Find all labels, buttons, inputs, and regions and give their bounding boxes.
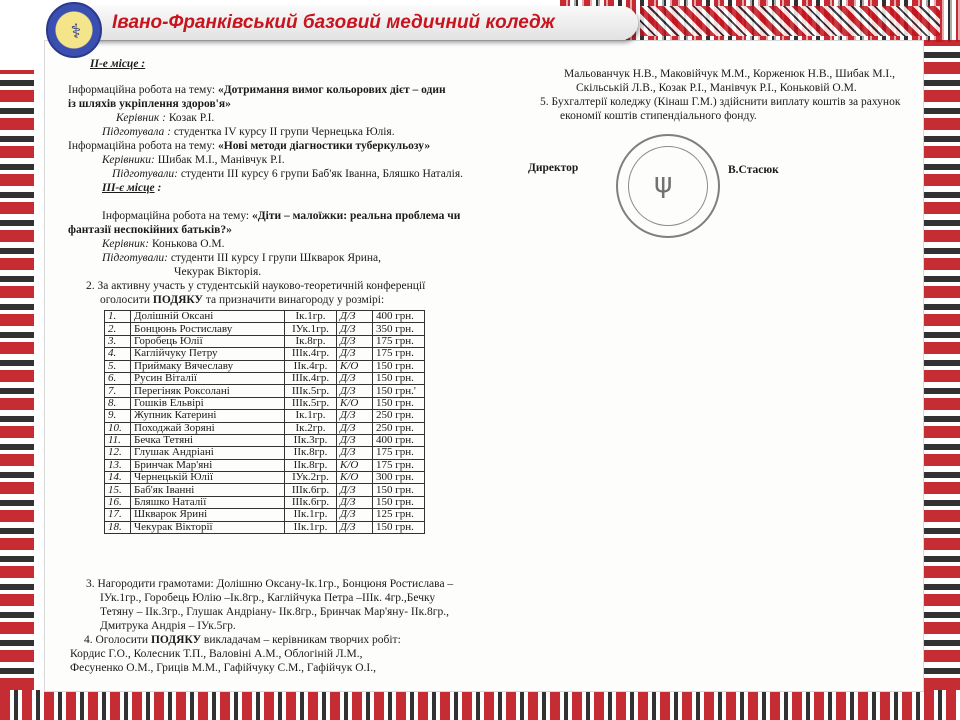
fund-source: Д/З <box>337 521 373 533</box>
supervisor-value: Козак Р.І. <box>165 112 215 124</box>
student-group: ІІк.1гр. <box>285 509 337 521</box>
student-name: Бечка Тетяні <box>131 434 285 446</box>
place3-heading-colon: : <box>154 182 162 194</box>
item2-line1: 2. За активну участь у студентській науково-теоретичній конференції <box>86 280 426 292</box>
item4-line3: Фесуненко О.М., Гриців М.М., Гафійчуку С.М., Гафійчук О.І., <box>70 662 376 674</box>
award-amount: 125 грн. <box>373 509 425 521</box>
official-seal-icon <box>616 134 720 238</box>
fund-source: К/О <box>337 459 373 471</box>
item5-line1: 5. Бухгалтерії коледжу (Кінаш Г.М.) здійснити виплату коштів за рахунок <box>540 96 901 108</box>
table-row <box>105 410 425 422</box>
student-group: ІІІк.4гр. <box>285 348 337 360</box>
row-number: 18. <box>105 521 131 533</box>
row-number: 7. <box>105 385 131 397</box>
student-name: Гошків Ельвірі <box>131 397 285 409</box>
student-name: Приймаку Вячеславу <box>131 360 285 372</box>
row-number: 6. <box>105 372 131 384</box>
caduceus-icon: ⚕ <box>70 19 82 43</box>
item2-post: та призначити винагороду у розмірі: <box>202 294 385 306</box>
work3-topic-line1 <box>102 210 460 223</box>
embroidery-border-top-pattern <box>640 6 940 36</box>
student-group: Ік.1гр. <box>285 311 337 323</box>
director-name: В.Стасюк <box>728 164 779 176</box>
student-group: Ік.8гр. <box>285 335 337 347</box>
table-row <box>105 311 425 323</box>
work2-prepared <box>112 168 463 181</box>
row-number: 15. <box>105 484 131 496</box>
student-name: Баб'як Іванні <box>131 484 285 496</box>
fund-source: Д/З <box>337 372 373 384</box>
student-name: Чернецькій Юлії <box>131 472 285 484</box>
work3-supervisor <box>102 238 224 251</box>
work3-prepared-line2: Чекурак Вікторія. <box>174 266 262 278</box>
award-amount: 150 грн. <box>373 484 425 496</box>
table-row <box>105 459 425 471</box>
student-name: Чекурак Вікторії <box>131 521 285 533</box>
row-number: 9. <box>105 410 131 422</box>
row-number: 8. <box>105 397 131 409</box>
supervisor-label: Керівник: <box>102 238 150 250</box>
work2-supervisor <box>102 154 285 167</box>
student-group: ІІІк.5гр. <box>285 397 337 409</box>
place3-heading <box>102 182 161 195</box>
student-group: ІІІк.5гр. <box>285 385 337 397</box>
student-name: Глушак Андріані <box>131 447 285 459</box>
table-row <box>105 348 425 360</box>
award-amount: 150 грн. <box>373 397 425 409</box>
row-number: 3. <box>105 335 131 347</box>
row-number: 1. <box>105 311 131 323</box>
item4-thanks: ПОДЯКУ <box>150 634 202 646</box>
fund-source: Д/З <box>337 311 373 323</box>
fund-source: Д/З <box>337 434 373 446</box>
row-number: 16. <box>105 496 131 508</box>
student-name: Бонцюнь Ростиславу <box>131 323 285 335</box>
student-group: ІІІк.6гр. <box>285 484 337 496</box>
award-amount: 175 грн. <box>373 459 425 471</box>
row-number: 13. <box>105 459 131 471</box>
award-amount: 400 грн. <box>373 311 425 323</box>
place3-heading-text: ІІІ-є місце <box>102 182 155 194</box>
prepared-value: студенти III курсу 6 групи Баб'як Іванна, Бляшко Наталія. <box>177 168 464 180</box>
prepared-label: Підготували: <box>102 252 168 264</box>
table-row <box>105 323 425 335</box>
item5-line2: економії коштів стипендіального фонду. <box>560 110 757 122</box>
fund-source: Д/З <box>337 410 373 422</box>
table-row <box>105 422 425 434</box>
award-table <box>104 310 425 534</box>
item2-line2 <box>100 294 384 307</box>
student-group: ІУк.2гр. <box>285 472 337 484</box>
student-name: Долішній Оксані <box>131 311 285 323</box>
work3-intro: Інформаційна робота на тему: <box>102 210 253 222</box>
fund-source: К/О <box>337 397 373 409</box>
table-row <box>105 385 425 397</box>
header-banner <box>90 6 638 40</box>
work1-topic-line2: із шляхів укріплення здоров'я» <box>68 98 231 110</box>
fund-source: К/О <box>337 472 373 484</box>
supervisor-value: Конькова О.М. <box>149 238 225 250</box>
director-label: Директор <box>528 162 579 174</box>
row-number: 14. <box>105 472 131 484</box>
embroidery-border-left <box>0 70 34 690</box>
fund-source: Д/З <box>337 335 373 347</box>
fund-source: Д/З <box>337 509 373 521</box>
student-name: Жупник Катерині <box>131 410 285 422</box>
work2-topic-title: «Нові методи діагностики туберкульозу» <box>218 140 431 152</box>
right-line1: Мальованчук Н.В., Маковійчук М.М., Корженюк Н.В., Шибак М.І., <box>564 68 896 80</box>
student-name: Бляшко Наталії <box>131 496 285 508</box>
prepared-value: студентка IV курсу II групи Чернецька Юлія. <box>170 126 395 138</box>
student-name: Каглійчуку Петру <box>131 348 285 360</box>
award-amount: 150 грн. <box>373 496 425 508</box>
work1-topic: «Дотримання вимог кольорових дієт – один <box>218 84 446 96</box>
award-table-body <box>105 311 425 534</box>
table-row <box>105 472 425 484</box>
award-amount: 175 грн. <box>373 335 425 347</box>
prepared-value: студенти III курсу I групи Шкварок Ярина, <box>167 252 382 264</box>
student-group: ІІк.8гр. <box>285 459 337 471</box>
row-number: 4. <box>105 348 131 360</box>
award-amount: 350 грн. <box>373 323 425 335</box>
fund-source: Д/З <box>337 422 373 434</box>
award-amount: 150 грн. <box>373 360 425 372</box>
table-row <box>105 521 425 533</box>
table-row <box>105 434 425 446</box>
item4-pre: 4. Оголосити <box>84 634 151 646</box>
award-amount: 300 грн. <box>373 472 425 484</box>
supervisor-value: Шибак М.І., Манівчук Р.І. <box>154 154 285 166</box>
work2-topic <box>68 140 430 153</box>
student-name: Перегіняк Роксолані <box>131 385 285 397</box>
page-title: Івано-Франківський базовий медичний коледж <box>112 12 555 33</box>
work1-supervisor <box>116 112 214 125</box>
work1-topic-line1 <box>68 84 446 97</box>
supervisor-label: Керівник : <box>116 112 166 124</box>
item4-line2: Кордис Г.О., Колесник Т.П., Валовіні А.М., Облогіній Л.М., <box>70 648 363 660</box>
student-name: Шкварок Ярині <box>131 509 285 521</box>
fund-source: Д/З <box>337 385 373 397</box>
row-number: 17. <box>105 509 131 521</box>
award-amount: 175 грн. <box>373 348 425 360</box>
place2-heading: ІІ-е місце : <box>90 58 146 70</box>
item2-pre: оголосити <box>100 294 153 306</box>
student-group: ІУк.1гр. <box>285 323 337 335</box>
fund-source: Д/З <box>337 447 373 459</box>
work1-prepared <box>102 126 395 139</box>
trident-icon: ψ <box>654 166 673 199</box>
item3-line1: 3. Нагородити грамотами: Долішню Оксану-Ік.1гр., Бонцюня Ростислава – <box>86 578 454 590</box>
award-amount: 175 грн. <box>373 447 425 459</box>
fund-source: К/О <box>337 360 373 372</box>
student-group: ІІІк.6гр. <box>285 496 337 508</box>
embroidery-border-right <box>924 40 960 690</box>
right-line2: Скільській Л.В., Козак Р.І., Манівчук Р.І., Коньковій О.М. <box>576 82 857 94</box>
row-number: 5. <box>105 360 131 372</box>
work2-intro: Інформаційна робота на тему: <box>68 140 219 152</box>
student-group: ІІк.1гр. <box>285 521 337 533</box>
student-group: ІІІк.4гр. <box>285 372 337 384</box>
embroidery-border-bottom <box>0 690 960 720</box>
prepared-label: Підготувала : <box>102 126 171 138</box>
student-group: ІІк.4гр. <box>285 360 337 372</box>
item2-thanks: ПОДЯКУ <box>152 294 203 306</box>
row-number: 10. <box>105 422 131 434</box>
item4-post: викладачам – керівникам творчих робіт: <box>201 634 401 646</box>
item3-line4: Дмитрука Андрія – ІУк.5гр. <box>100 620 236 632</box>
supervisor-label: Керівники: <box>102 154 155 166</box>
table-row <box>105 496 425 508</box>
table-row <box>105 335 425 347</box>
award-amount: 150 грн. <box>373 521 425 533</box>
award-amount: 150 грн. <box>373 372 425 384</box>
table-row <box>105 360 425 372</box>
row-number: 2. <box>105 323 131 335</box>
table-row <box>105 372 425 384</box>
student-name: Горобець Юлії <box>131 335 285 347</box>
fund-source: Д/З <box>337 348 373 360</box>
student-group: Ік.2гр. <box>285 422 337 434</box>
award-amount: 250 грн. <box>373 422 425 434</box>
student-group: ІІк.8гр. <box>285 447 337 459</box>
fund-source: Д/З <box>337 484 373 496</box>
work3-prepared <box>102 252 381 265</box>
student-group: ІІк.3гр. <box>285 434 337 446</box>
table-row <box>105 484 425 496</box>
fund-source: Д/З <box>337 496 373 508</box>
work3-topic-line2: фантазії неспокійних батьків?» <box>68 224 232 236</box>
work3-topic: «Діти – малоїжки: реальна проблема чи <box>252 210 461 222</box>
award-amount: 150 грн.' <box>373 385 425 397</box>
item4-line1 <box>84 634 401 647</box>
award-amount: 400 грн. <box>373 434 425 446</box>
fund-source: Д/З <box>337 323 373 335</box>
table-row <box>105 397 425 409</box>
item3-line3: Тетяну – ІІк.3гр., Глушак Андріану- ІІк.8гр., Бринчак Мар'яну- ІІк.8гр., <box>100 606 449 618</box>
student-group: Ік.1гр. <box>285 410 337 422</box>
student-name: Русин Віталії <box>131 372 285 384</box>
table-row <box>105 509 425 521</box>
college-emblem-icon <box>46 2 102 58</box>
row-number: 11. <box>105 434 131 446</box>
row-number: 12. <box>105 447 131 459</box>
prepared-label: Підготували: <box>112 168 178 180</box>
student-name: Бринчак Мар'яні <box>131 459 285 471</box>
work1-intro: Інформаційна робота на тему: <box>68 84 219 96</box>
student-name: Походжай Зоряні <box>131 422 285 434</box>
item3-line2: ІУк.1гр., Горобець Юлію –Ік.8гр., Каглійчука Петра –ІІІк. 4гр.,Бечку <box>100 592 436 604</box>
award-amount: 250 грн. <box>373 410 425 422</box>
table-row <box>105 447 425 459</box>
